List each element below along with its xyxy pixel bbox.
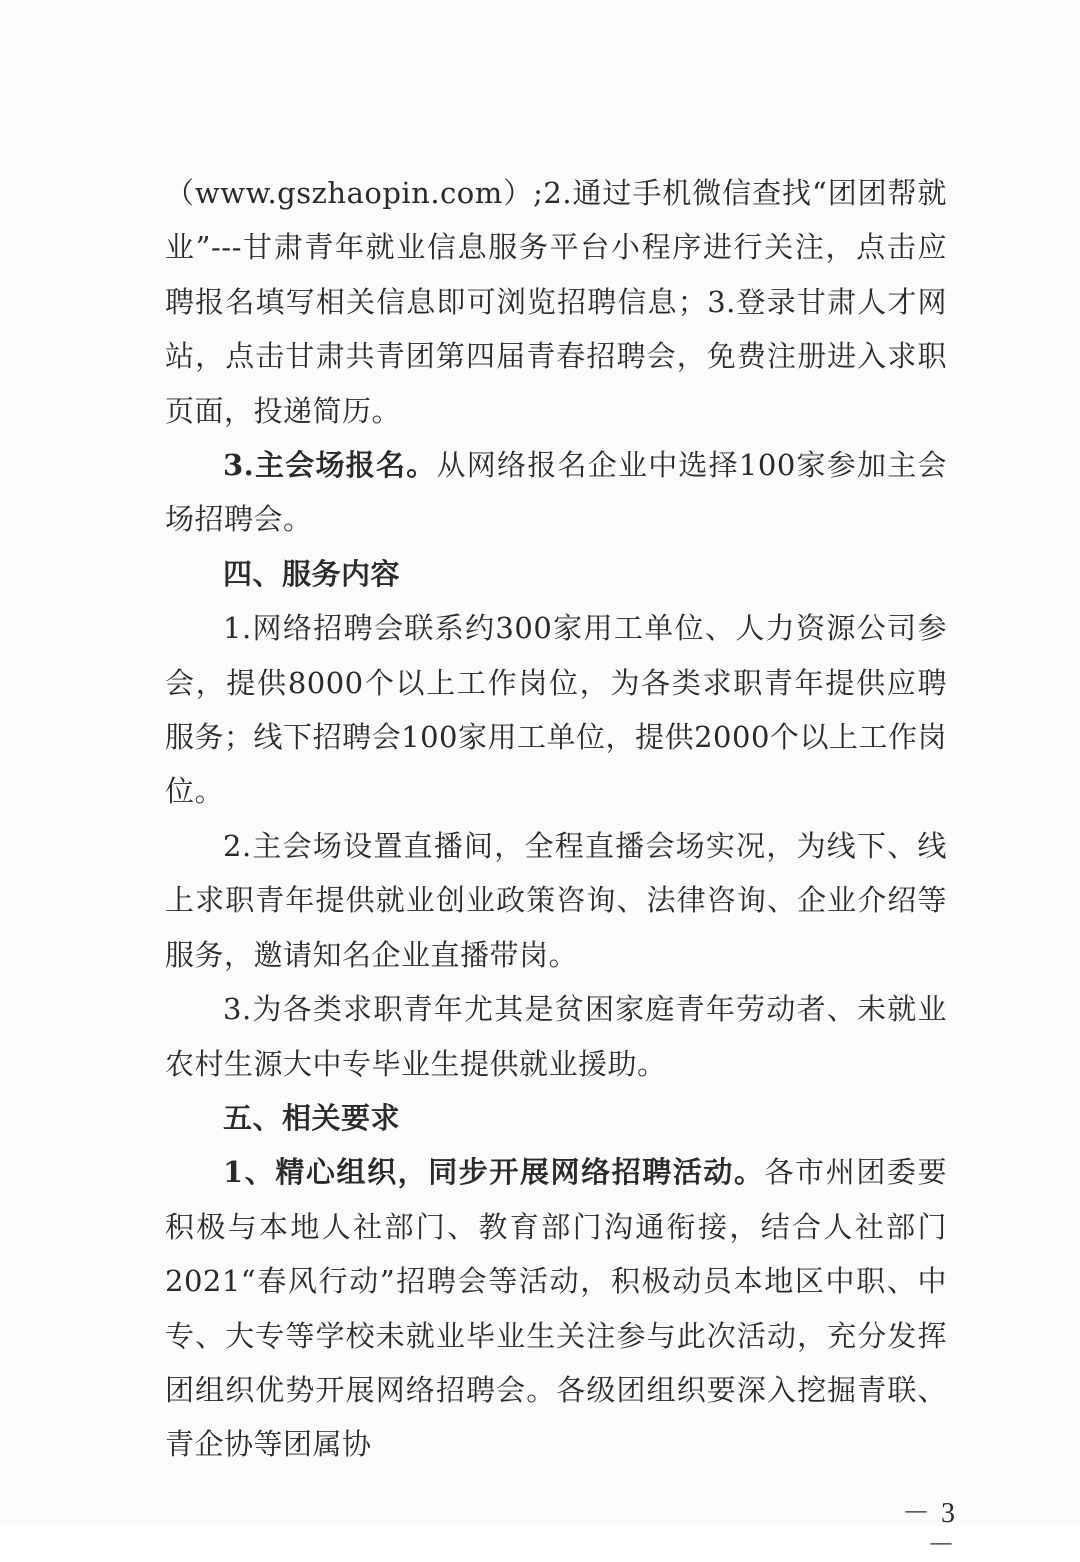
document-body (165, 166, 947, 1472)
requirement-1-text: 各市州团委要积极与本地人社部门、教育部门沟通衔接，结合人社部门2021“春风行动”招聘会等活动，积极动员本地区中职、中专、大专等学校未就业毕业生关注参与此次活动，充分发挥团组织优势开展网络招聘会。各级团组织要深入挖掘青联、青企协等团属协 (165, 1155, 947, 1462)
paragraph-main-venue-registration (165, 438, 947, 547)
main-venue-registration-text: 从网络报名企业中选择100家参加主会场招聘会。 (165, 448, 947, 537)
page-number: － 3 － (901, 1498, 957, 1561)
section-heading-service-content: 四、服务内容 (223, 556, 401, 591)
paragraph-requirement-1 (165, 1145, 947, 1471)
paragraph-service-item-2: 2.主会场设置直播间，全程直播会场实况，为线下、线上求职青年提供就业创业政策咨询、法律咨询、企业介绍等服务，邀请知名企业直播带岗。 (165, 828, 947, 972)
requirement-1-lead: 1、精心组织，同步开展网络招聘活动。 (223, 1155, 765, 1190)
paragraph-registration-methods: （www.gszhaopin.com）;2.通过手机微信查找“团团帮就业”---甘肃青年就业信息服务平台小程序进行关注，点击应聘报名填写相关信息即可浏览招聘信息；3.登录甘肃人才网站，点击甘肃共青团第四届青春招聘会，免费注册进入求职页面，投递简历。 (165, 176, 947, 428)
main-venue-registration-lead: 3.主会场报名。 (223, 448, 437, 483)
paragraph-service-item-1: 1.网络招聘会联系约300家用工单位、人力资源公司参会，提供8000个以上工作岗位，为各类求职青年提供应聘服务；线下招聘会100家用工单位，提供2000个以上工作岗位。 (165, 611, 947, 809)
paragraph-service-item-3: 3.为各类求职青年尤其是贫困家庭青年劳动者、未就业农村生源大中专毕业生提供就业援助。 (165, 992, 947, 1081)
section-heading-requirements: 五、相关要求 (223, 1100, 401, 1135)
